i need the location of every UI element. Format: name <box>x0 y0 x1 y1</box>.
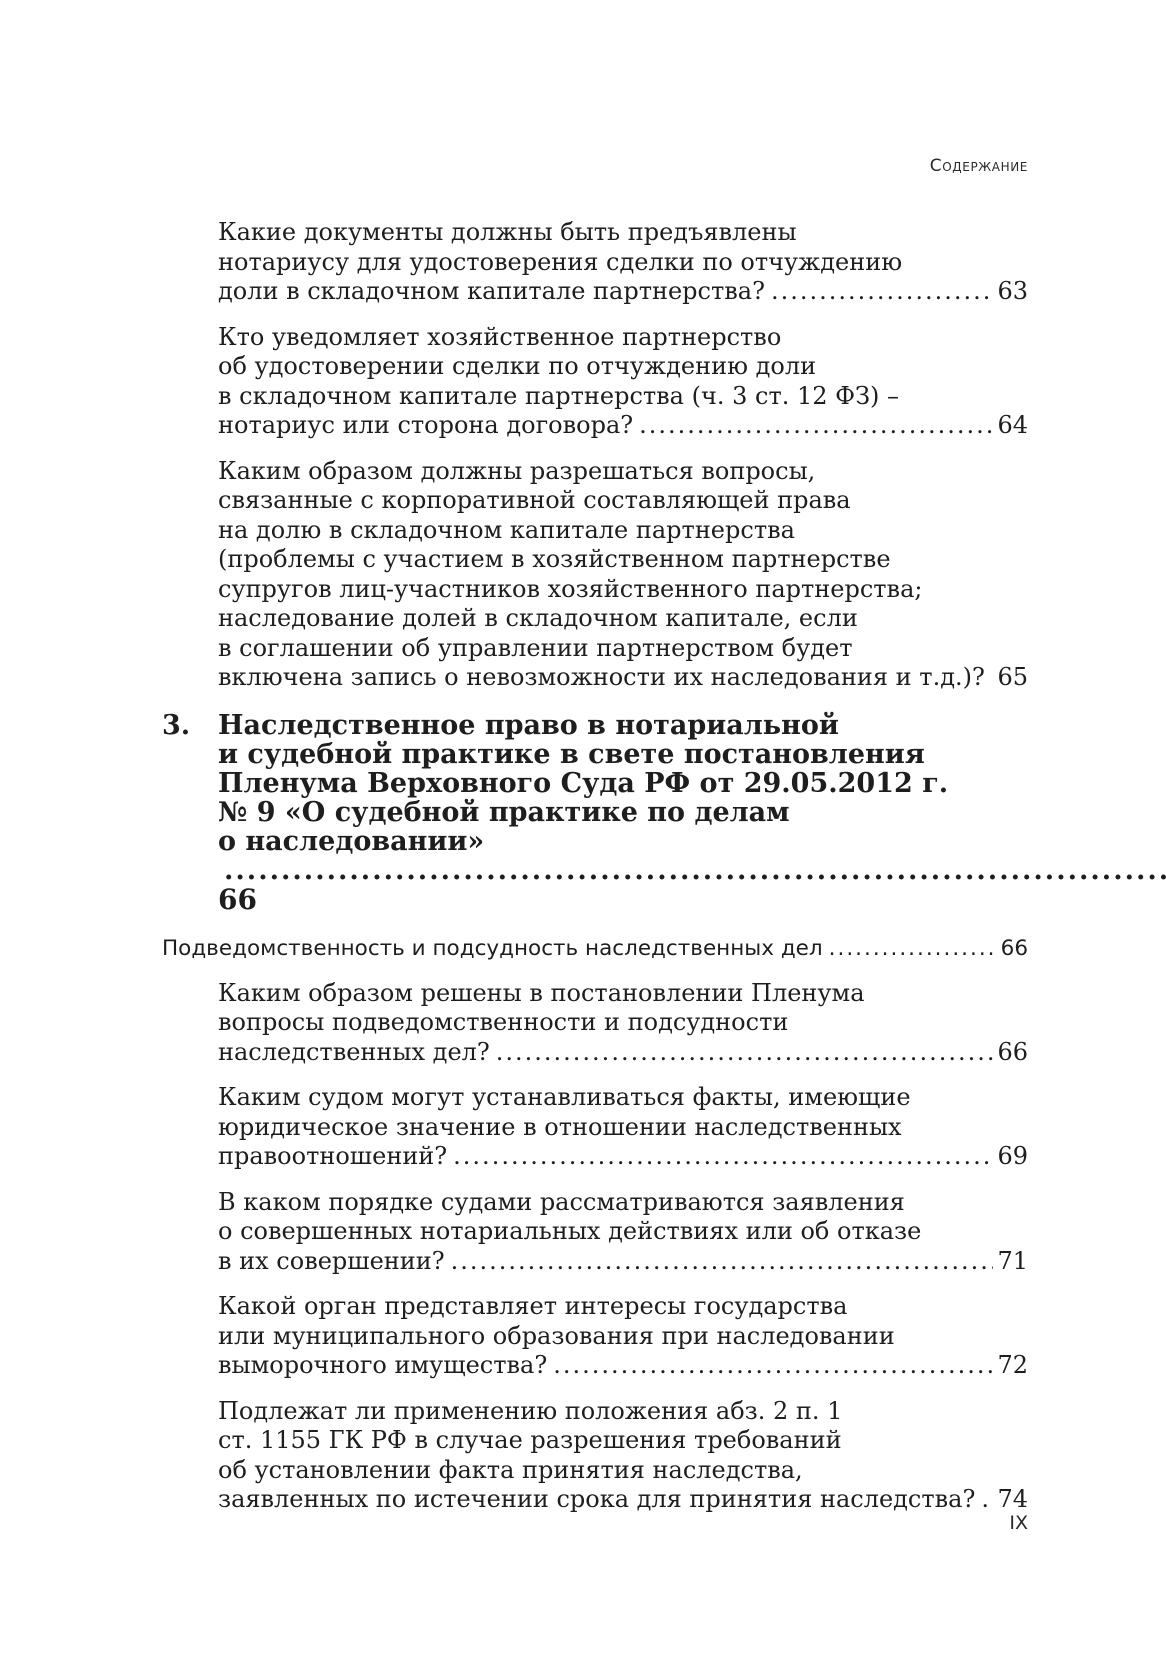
chapter-title-line: Наследственное право в нотариальной <box>218 709 839 741</box>
page-number: 66 <box>997 1037 1028 1066</box>
toc-entry[interactable] <box>218 1292 1028 1381</box>
entry-line: наследование долей в складочном капитале, если <box>218 604 858 632</box>
entry-line: юридическое значение в отношении наследственных <box>218 1112 902 1141</box>
chapter-last-line <box>218 826 1166 916</box>
dot-leader <box>829 935 997 963</box>
entry-last-line <box>218 277 1028 307</box>
entry-line: Каким образом решены в постановлении Пленума <box>218 978 865 1007</box>
dot-leader <box>639 411 993 441</box>
dot-leader <box>771 277 994 307</box>
toc-entry[interactable] <box>218 323 1028 441</box>
entry-line: Подлежат ли применению положения абз. 2 п. 1 <box>218 1396 843 1425</box>
page-number: 66 <box>218 882 257 916</box>
table-of-contents <box>162 218 1028 1531</box>
section-title: Подведомственность и подсудность наследственных дел <box>162 935 823 961</box>
page-number: 65 <box>997 663 1028 691</box>
entry-line: Кто уведомляет хозяйственное партнерство <box>218 322 782 351</box>
page-number-footer: IX <box>1009 1512 1028 1534</box>
entry-last-line <box>218 1142 1028 1172</box>
entry-line: Какие документы должны быть предъявлены <box>218 218 797 246</box>
entry-line: наследственных дел? <box>218 1037 490 1066</box>
entry-last-line <box>218 1485 1028 1515</box>
page-number: 74 <box>997 1485 1028 1513</box>
entry-last-line <box>218 663 1028 693</box>
chapter-number: 3. <box>162 709 191 741</box>
entry-line: об установлении факта принятия наследства, <box>218 1455 803 1484</box>
entry-line: в их совершении? <box>218 1246 445 1275</box>
entry-line: или муниципального образования при наследовании <box>218 1321 895 1350</box>
dot-leader <box>981 1485 993 1515</box>
toc-entry[interactable] <box>218 979 1028 1068</box>
entry-line: об удостоверении сделки по отчуждению доли <box>218 352 817 380</box>
chapter-title-line: № 9 «О судебной практике по делам <box>218 796 790 828</box>
entry-line: Каким образом должны разрешаться вопросы, <box>218 456 816 485</box>
entry-line: В каком порядке судами рассматриваются заявления <box>218 1187 905 1216</box>
chapter-title-line: и судебной практике в свете постановления <box>218 738 925 770</box>
entry-line: Какой орган представляет интересы государства <box>218 1292 848 1320</box>
page-number: 72 <box>997 1351 1028 1379</box>
toc-entry[interactable] <box>218 1397 1028 1515</box>
chapter-heading[interactable] <box>162 711 1028 915</box>
entry-last-line <box>218 1247 1028 1277</box>
entry-line: включена запись о невозможности их наследования и т.д.)? <box>218 663 985 691</box>
dot-leader <box>496 1038 994 1068</box>
page-number: 64 <box>997 411 1028 439</box>
entry-line: правоотношений? <box>218 1142 448 1170</box>
entry-line: выморочного имущества? <box>218 1351 548 1379</box>
dot-leader <box>224 855 1166 886</box>
entry-line: на долю в складочном капитале партнерства <box>218 515 795 544</box>
dot-leader <box>553 1351 993 1381</box>
toc-entry[interactable] <box>218 457 1028 693</box>
entry-last-line <box>218 411 1028 441</box>
entry-last-line <box>218 1351 1028 1381</box>
page-number: 63 <box>997 277 1028 305</box>
entry-line: связанные с корпоративной составляющей права <box>218 486 851 514</box>
entry-line: нотариус или сторона договора? <box>218 411 634 439</box>
toc-entry[interactable] <box>218 1083 1028 1172</box>
running-head: Содержание <box>929 156 1028 176</box>
entry-line: Каким судом могут устанавливаться факты, имеющие <box>218 1083 911 1111</box>
entry-line: ст. 1155 ГК РФ в случае разрешения требований <box>218 1426 842 1454</box>
page-number: 71 <box>997 1246 1028 1275</box>
chapter-title-line: Пленума Верховного Суда РФ от 29.05.2012 г. <box>218 767 949 799</box>
dot-leader <box>991 663 994 693</box>
entry-line: в соглашении об управлении партнерством будет <box>218 633 853 662</box>
section-heading[interactable] <box>162 935 1028 963</box>
page-number: 69 <box>997 1142 1028 1170</box>
entry-line: заявленных по истечении срока для принятия наследства? <box>218 1485 976 1513</box>
dot-leader <box>451 1247 994 1277</box>
chapter-title-line: о наследовании» <box>218 825 485 857</box>
entry-last-line <box>218 1038 1028 1068</box>
entry-line: доли в складочном капитале партнерства? <box>218 277 765 305</box>
entry-line: (проблемы с участием в хозяйственном партнерстве <box>218 545 891 573</box>
entry-line: супругов лиц-участников хозяйственного партнерства; <box>218 574 923 603</box>
toc-entry[interactable] <box>218 218 1028 307</box>
page-number: 66 <box>1000 935 1028 961</box>
entry-line: вопросы подведомственности и подсудности <box>218 1008 789 1036</box>
toc-entry[interactable] <box>218 1188 1028 1277</box>
section-line <box>162 935 1028 963</box>
entry-line: о совершенных нотариальных действиях или об отказе <box>218 1217 922 1245</box>
entry-line: в складочном капитале партнерства (ч. 3 ст. 12 ФЗ) – <box>218 381 900 410</box>
entry-line: нотариусу для удостоверения сделки по отчуждению <box>218 247 903 276</box>
dot-leader <box>453 1142 993 1172</box>
